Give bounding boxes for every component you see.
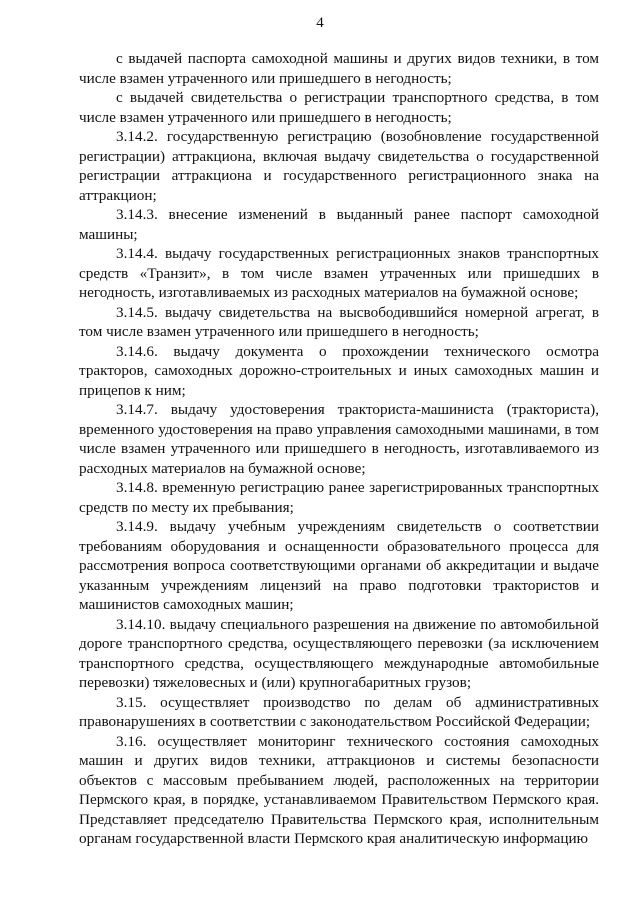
paragraph-3-14-8: 3.14.8. временную регистрацию ранее зарегистрированных транспортных средств по месту их пребывания; — [79, 479, 599, 516]
document-body — [79, 49, 599, 849]
paragraph-2: с выдачей свидетельства о регистрации транспортного средства, в том числе взамен утраченного или пришедшего в негодность; — [79, 89, 599, 126]
paragraph-3-14-10: 3.14.10. выдачу специального разрешения на движение по автомобильной дороге транспортного средства, осуществляющего перевозки (за исключением транспортного средства, осуществляющего международные автомобильные перевозки) тяжеловесных и (или) крупногабаритных грузов; — [79, 615, 599, 691]
paragraph-3-14-6: 3.14.6. выдачу документа о прохождении технического осмотра тракторов, самоходных дорожно-строительных и иных самоходных машин и прицепов к ним; — [79, 342, 599, 399]
paragraph-3-14-3: 3.14.3. внесение изменений в выданный ранее паспорт самоходной машины; — [79, 206, 599, 243]
paragraph-3-16: 3.16. осуществляет мониторинг технического состояния самоходных машин и других видов техники, аттракционов и системы безопасности объектов с массовым пребыванием людей, расположенных на территории Пермского края, в порядке, устанавливаемом Правительством Пермского края. Представляет председателю Правительства Пермского края, исполнительным органам государственной власти Пермского края аналитическую информацию — [79, 732, 599, 847]
paragraph-3-14-2: 3.14.2. государственную регистрацию (возобновление государственной регистрации) аттракциона, включая выдачу свидетельства о государственной регистрации аттракциона и государственного регистрационного знака на аттракцион; — [79, 128, 599, 204]
paragraph-3-14-5: 3.14.5. выдачу свидетельства на высвободившийся номерной агрегат, в том числе взамен утраченного или пришедшего в негодность; — [79, 303, 599, 340]
paragraph-3-14-9: 3.14.9. выдачу учебным учреждениям свидетельств о соответствии требованиям оборудования и оснащенности образовательного процесса для рассмотрения вопроса соответствующими органами об аккредитации и выдаче указанным учреждениям лицензий на право подготовки трактористов и машинистов самоходных машин; — [79, 518, 599, 613]
paragraph-3-14-7: 3.14.7. выдачу удостоверения тракториста-машиниста (тракториста), временного удостоверения на право управления самоходными машинами, в том числе взамен утраченного или пришедшего в негодность, изготавливаемого из расходных материалов на бумажной основе; — [79, 401, 599, 477]
paragraph-3-14-4: 3.14.4. выдачу государственных регистрационных знаков транспортных средств «Транзит», в том числе взамен утраченных или пришедших в негодность, изготавливаемых из расходных материалов на бумажной основе; — [79, 245, 599, 301]
paragraph-1: с выдачей паспорта самоходной машины и других видов техники, в том числе взамен утраченного или пришедшего в негодность; — [79, 50, 599, 87]
paragraph-3-15: 3.15. осуществляет производство по делам об административных правонарушениях в соответствии с законодательством Российской Федерации; — [79, 693, 599, 730]
page-number: 4 — [316, 15, 324, 31]
